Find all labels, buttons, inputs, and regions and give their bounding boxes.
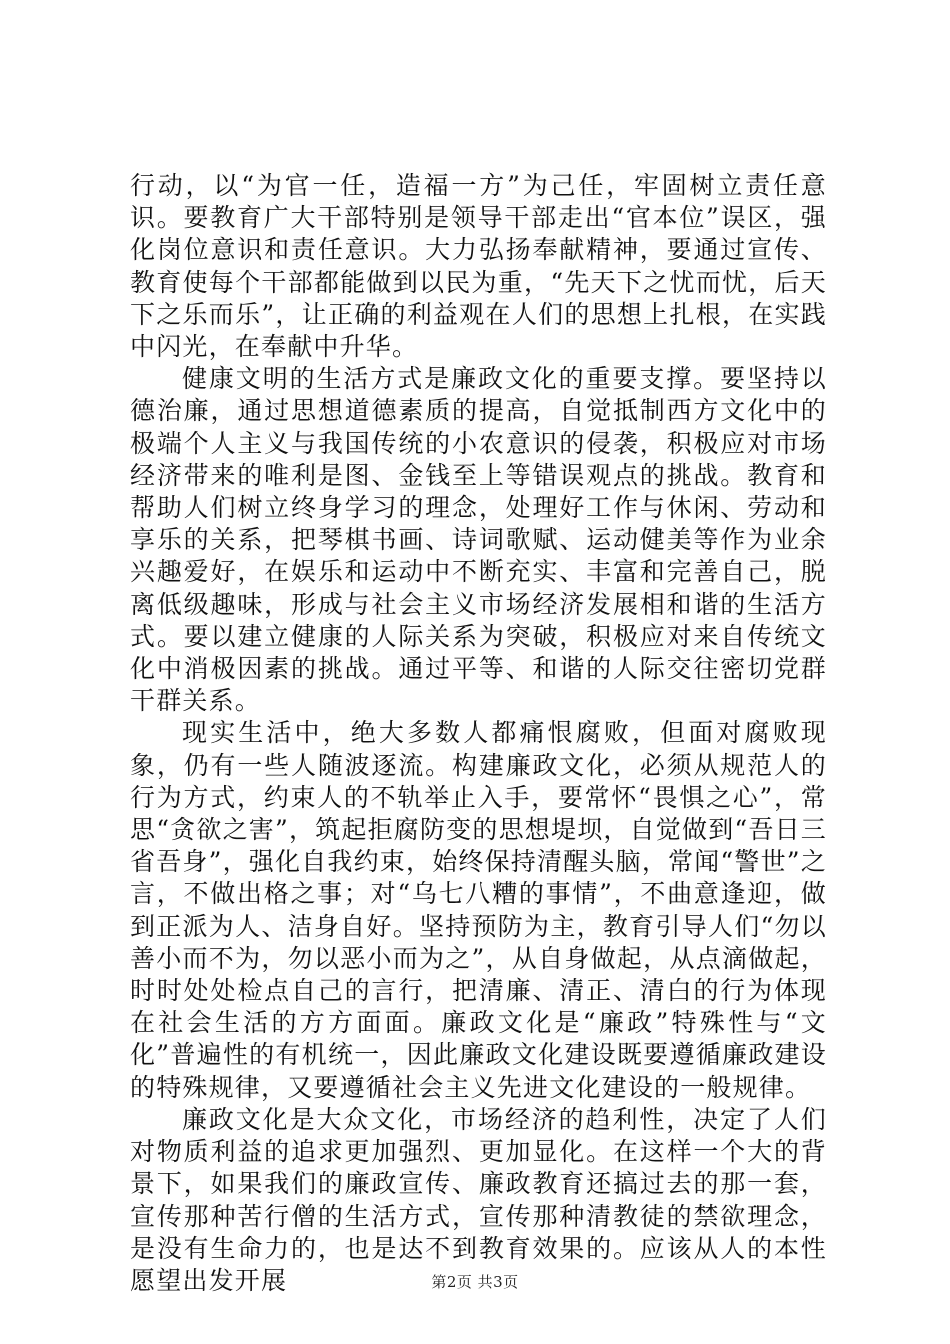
paragraph-lifestyle: 健康文明的生活方式是廉政文化的重要支撑。要坚持以德治廉，通过思想道德素质的提高，自觉抵制西方文化中的极端个人主义与我国传统的小农意识的侵袭，积极应对市场经济带来的唯利是图、金钱至上等错误观点的挑战。教育和帮助人们树立终身学习的理念，处理好工作与休闲、劳动和享乐的关系，把琴棋书画、诗词歌赋、运动健美等作为业余兴趣爱好，在娱乐和运动中不断充实、丰富和完善自己，脱离低级趣味，形成与社会主义市场经济发展相和谐的生活方式。要以建立健康的人际关系为突破，积极应对来自传统文化中消极因素的挑战。通过平等、和谐的人际交往密切党群干群关系。 (130, 364, 827, 716)
paragraph-conduct: 现实生活中，绝大多数人都痛恨腐败，但面对腐败现象，仍有一些人随波逐流。构建廉政文化，必须从规范人的行为方式，约束人的不轨举止入手，要常怀“畏惧之心”，常思“贪欲之害”，筑起拒腐防变的思想堤坝，自觉做到“吾日三省吾身”，强化自我约束，始终保持清醒头脑，常闻“警世”之言，不做出格之事；对“乌七八糟的事情”，不曲意逢迎，做到正派为人、洁身自好。坚持预防为主，教育引导人们“勿以善小而不为，勿以恶小而为之”，从自身做起，从点滴做起，时时处处检点自己的言行，把清廉、清正、清白的行为体现在社会生活的方方面面。廉政文化是“廉政”特殊性与“文化”普遍性的有机统一，因此廉政文化建设既要遵循廉政建设的特殊规律，又要遵循社会主义先进文化建设的一般规律。 (130, 718, 827, 1102)
paragraph-mass-culture: 廉政文化是大众文化，市场经济的趋利性，决定了人们对物质利益的追求更加强烈、更加显化。在这样一个大的背景下，如果我们的廉政宣传、廉政教育还搞过去的那一套，宣传那种苦行僧的生活方式，宣传那种清教徒的禁欲理念，是没有生命力的，也是达不到教育效果的。应该从人的本性愿望出发开展 (130, 1104, 827, 1295)
paragraph-continued: 行动，以“为官一任，造福一方”为己任，牢固树立责任意识。要教育广大干部特别是领导干部走出“官本位”误区，强化岗位意识和责任意识。大力弘扬奉献精神，要通过宣传、教育使每个干部都能做到以民为重，“先天下之忧而忧，后天下之乐而乐”，让正确的利益观在人们的思想上扎根，在实践中闪光，在奉献中升华。 (130, 171, 827, 362)
page-footer: 第2页 共3页 (431, 1273, 519, 1291)
body-text (130, 170, 827, 1297)
